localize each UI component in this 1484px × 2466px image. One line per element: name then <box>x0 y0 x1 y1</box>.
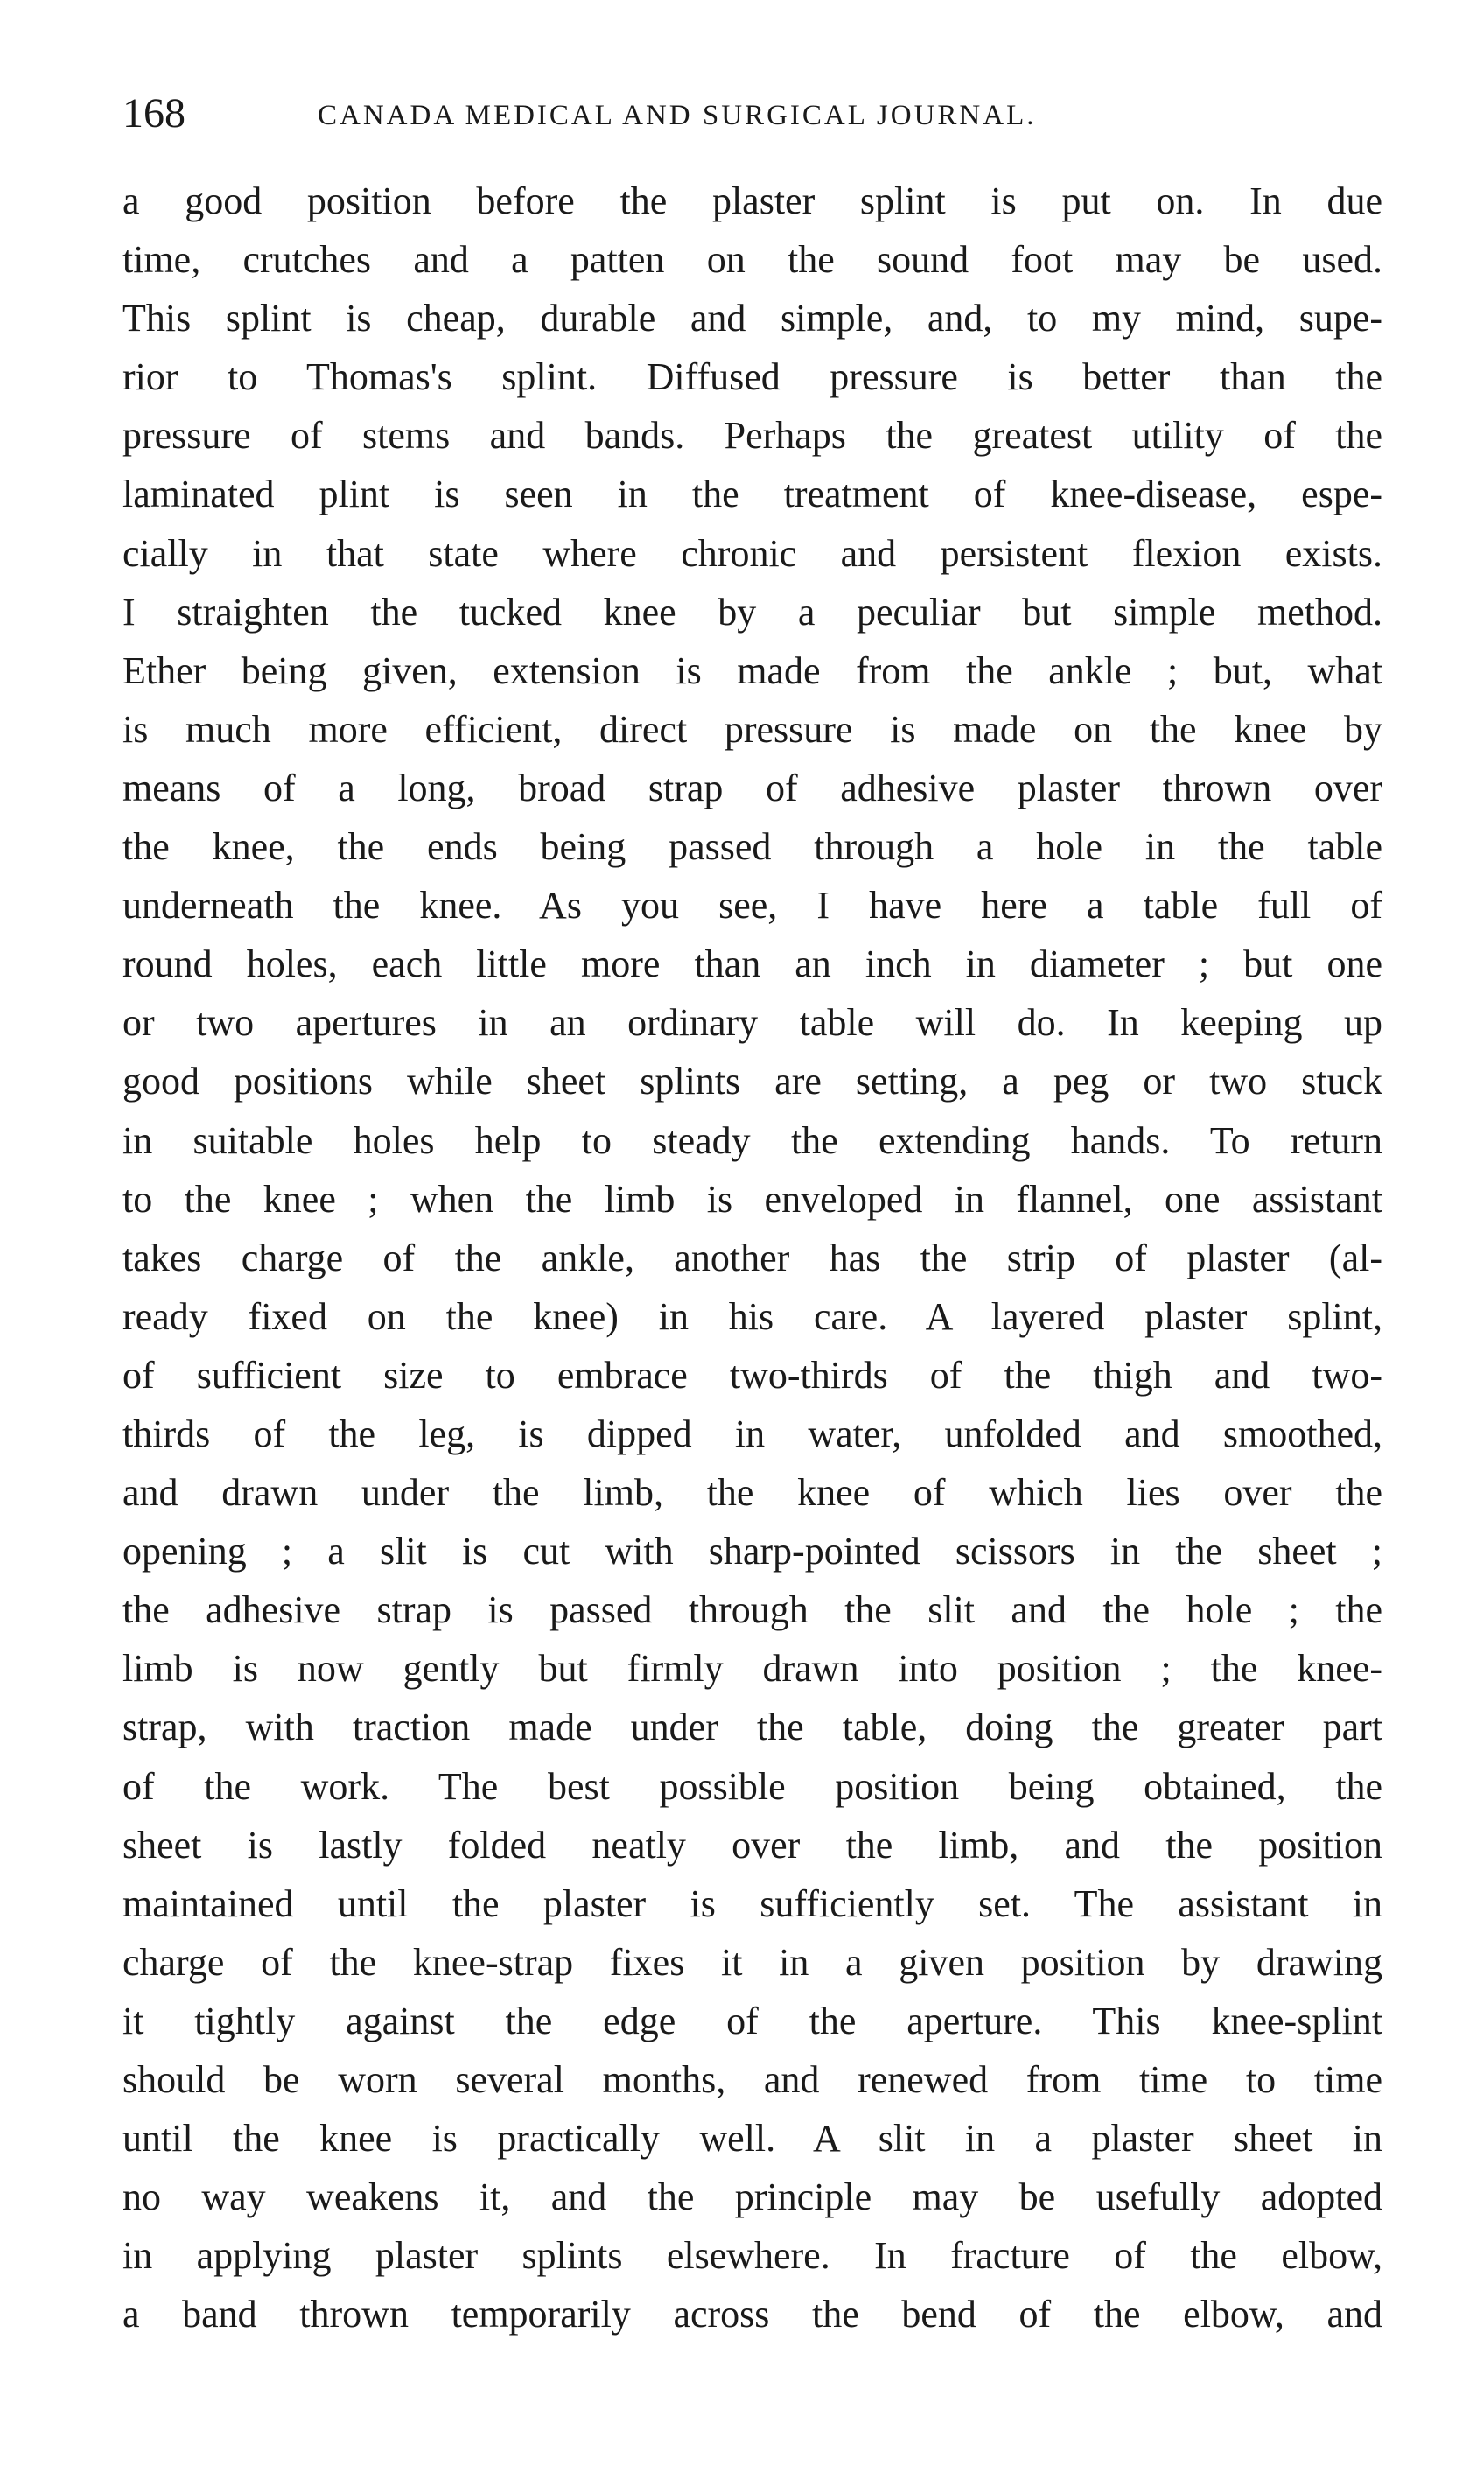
text-line: round holes, each little more than an inch in diameter ; but one <box>122 942 1382 986</box>
text-line: is much more efficient, direct pressure is made on the knee by <box>122 707 1382 751</box>
body-text <box>122 172 1382 2343</box>
text-line: Ether being given, extension is made from the ankle ; but, what <box>122 648 1382 692</box>
text-line: takes charge of the ankle, another has the strip of plaster (al- <box>122 1236 1382 1279</box>
text-line: a good position before the plaster splint is put on. In due <box>122 179 1382 222</box>
text-line: the knee, the ends being passed through a hole in the table <box>122 825 1382 869</box>
text-line: and drawn under the limb, the knee of which lies over the <box>122 1471 1382 1515</box>
text-line: good positions while sheet splints are setting, a peg or two stuck <box>122 1060 1382 1103</box>
text-line: in applying plaster splints elsewhere. In fracture of the elbow, <box>122 2234 1382 2278</box>
text-line: limb is now gently but firmly drawn into position ; the knee- <box>122 1647 1382 1691</box>
text-line: in suitable holes help to steady the extending hands. To return <box>122 1118 1382 1162</box>
text-line: maintained until the plaster is sufficiently set. The assistant in <box>122 1881 1382 1925</box>
text-line: or two apertures in an ordinary table will do. In keeping up <box>122 1001 1382 1045</box>
text-line: means of a long, broad strap of adhesive plaster thrown over <box>122 766 1382 809</box>
journal-title: CANADA MEDICAL AND SURGICAL JOURNAL. <box>318 100 1037 131</box>
text-line: no way weakens it, and the principle may be usefully adopted <box>122 2175 1382 2219</box>
text-line: charge of the knee-strap fixes it in a given position by drawing <box>122 1940 1382 1984</box>
text-line: should be worn several months, and renewed from time to time <box>122 2058 1382 2101</box>
text-line: until the knee is practically well. A slit in a plaster sheet in <box>122 2117 1382 2161</box>
text-line: the adhesive strap is passed through the slit and the hole ; the <box>122 1588 1382 1632</box>
text-line: time, crutches and a patten on the sound foot may be used. <box>122 238 1382 282</box>
text-line: laminated plint is seen in the treatment of knee-disease, espe- <box>122 473 1382 516</box>
text-line: cially in that state where chronic and persistent flexion exists. <box>122 531 1382 575</box>
text-line: underneath the knee. As you see, I have here a table full of <box>122 884 1382 928</box>
page-number: 168 <box>122 90 186 137</box>
text-line: strap, with traction made under the table, doing the greater part <box>122 1706 1382 1749</box>
text-line: a band thrown temporarily across the bend of the elbow, and <box>122 2293 1382 2336</box>
text-line: This splint is cheap, durable and simple, and, to my mind, supe- <box>122 297 1382 340</box>
text-line: it tightly against the edge of the aperture. This knee-splint <box>122 1999 1382 2042</box>
text-line: I straighten the tucked knee by a peculiar but simple method. <box>122 590 1382 634</box>
text-line: to the knee ; when the limb is enveloped in flannel, one assistant <box>122 1177 1382 1221</box>
text-line: thirds of the leg, is dipped in water, unfolded and smoothed, <box>122 1412 1382 1455</box>
text-line: sheet is lastly folded neatly over the limb, and the position <box>122 1823 1382 1867</box>
running-head <box>122 88 1365 140</box>
text-line: of the work. The best possible position being obtained, the <box>122 1764 1382 1808</box>
text-line: ready fixed on the knee) in his care. A layered plaster splint, <box>122 1294 1382 1338</box>
text-line: of sufficient size to embrace two-thirds of the thigh and two- <box>122 1353 1382 1397</box>
text-line: pressure of stems and bands. Perhaps the greatest utility of the <box>122 414 1382 458</box>
text-line: rior to Thomas's splint. Diffused pressure is better than the <box>122 355 1382 399</box>
text-line: opening ; a slit is cut with sharp-pointed scissors in the sheet ; <box>122 1530 1382 1573</box>
